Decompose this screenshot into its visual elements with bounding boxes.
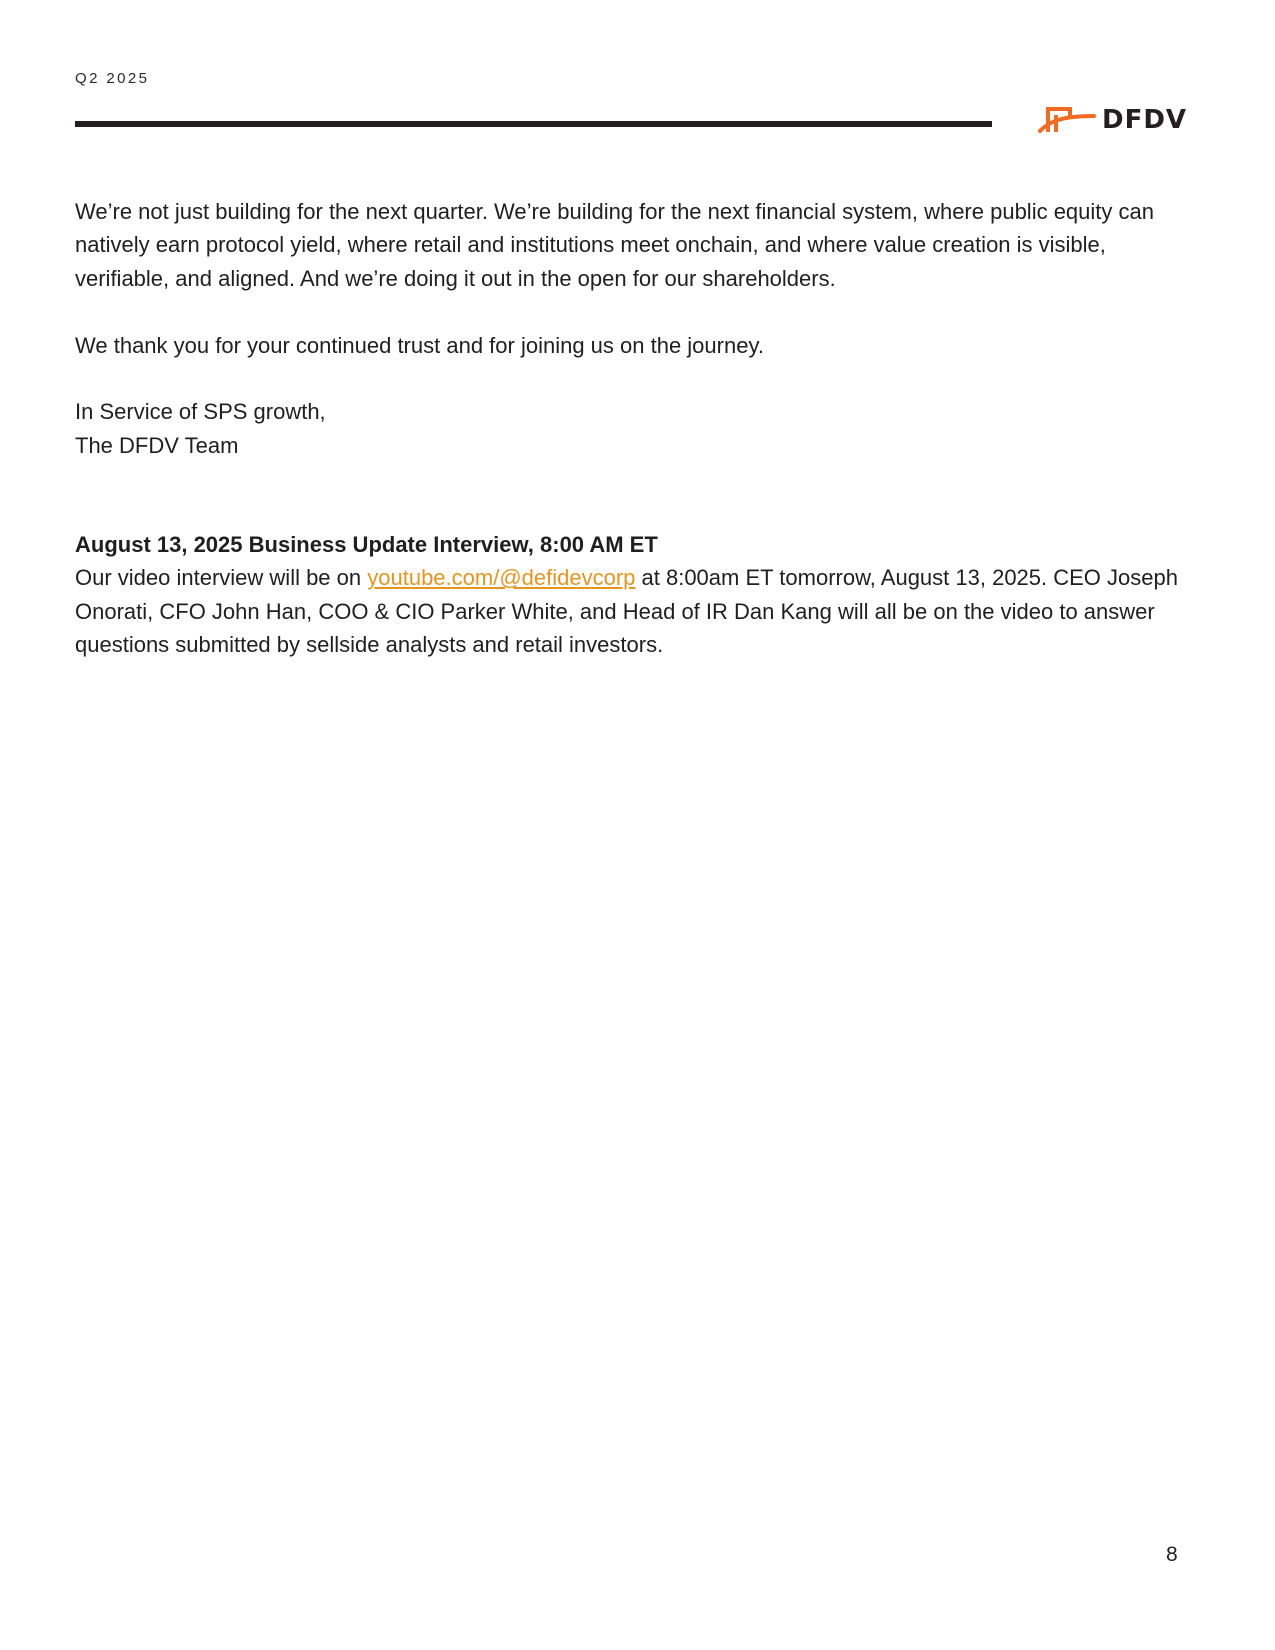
letter-body (75, 195, 1200, 496)
event-text-before-link: Our video interview will be on (75, 565, 368, 591)
signoff (75, 395, 1200, 462)
event-title: August 13, 2025 Business Update Interview, 8:00 AM ET (75, 532, 658, 557)
report-period-label: Q2 2025 (75, 70, 150, 87)
signoff-signature: The DFDV Team (75, 432, 239, 458)
event-description (75, 561, 1200, 661)
page-number: 8 (1166, 1543, 1178, 1566)
bridge-logo-icon (1036, 106, 1098, 134)
thank-you-paragraph: We thank you for your continued trust and for joining us on the journey. (75, 332, 764, 358)
signoff-line: In Service of SPS growth, (75, 399, 326, 425)
header-divider (75, 121, 992, 127)
closing-paragraph: We’re not just building for the next quarter. We’re building for the next financial system, where public equity can natively earn protocol yield, where retail and institutions meet onchain, and where value creation is visible, verifiable, and aligned. And we’re doing it out in the open for our shareholders. (75, 199, 1154, 291)
youtube-channel-link[interactable]: youtube.com/@defidevcorp (367, 565, 636, 591)
logo-wordmark: DFDV (1102, 105, 1188, 135)
dfdv-logo (1036, 104, 1200, 136)
event-announcement (75, 528, 1200, 662)
event-text-after-link: at 8:00am ET tomorrow, August 13, 2025. CEO Joseph Onorati, CFO John Han, COO & CIO Parker White, and Head of IR Dan Kang will all be on the video to answer questions submitted by sellside analysts and retail investors. (75, 565, 1178, 658)
